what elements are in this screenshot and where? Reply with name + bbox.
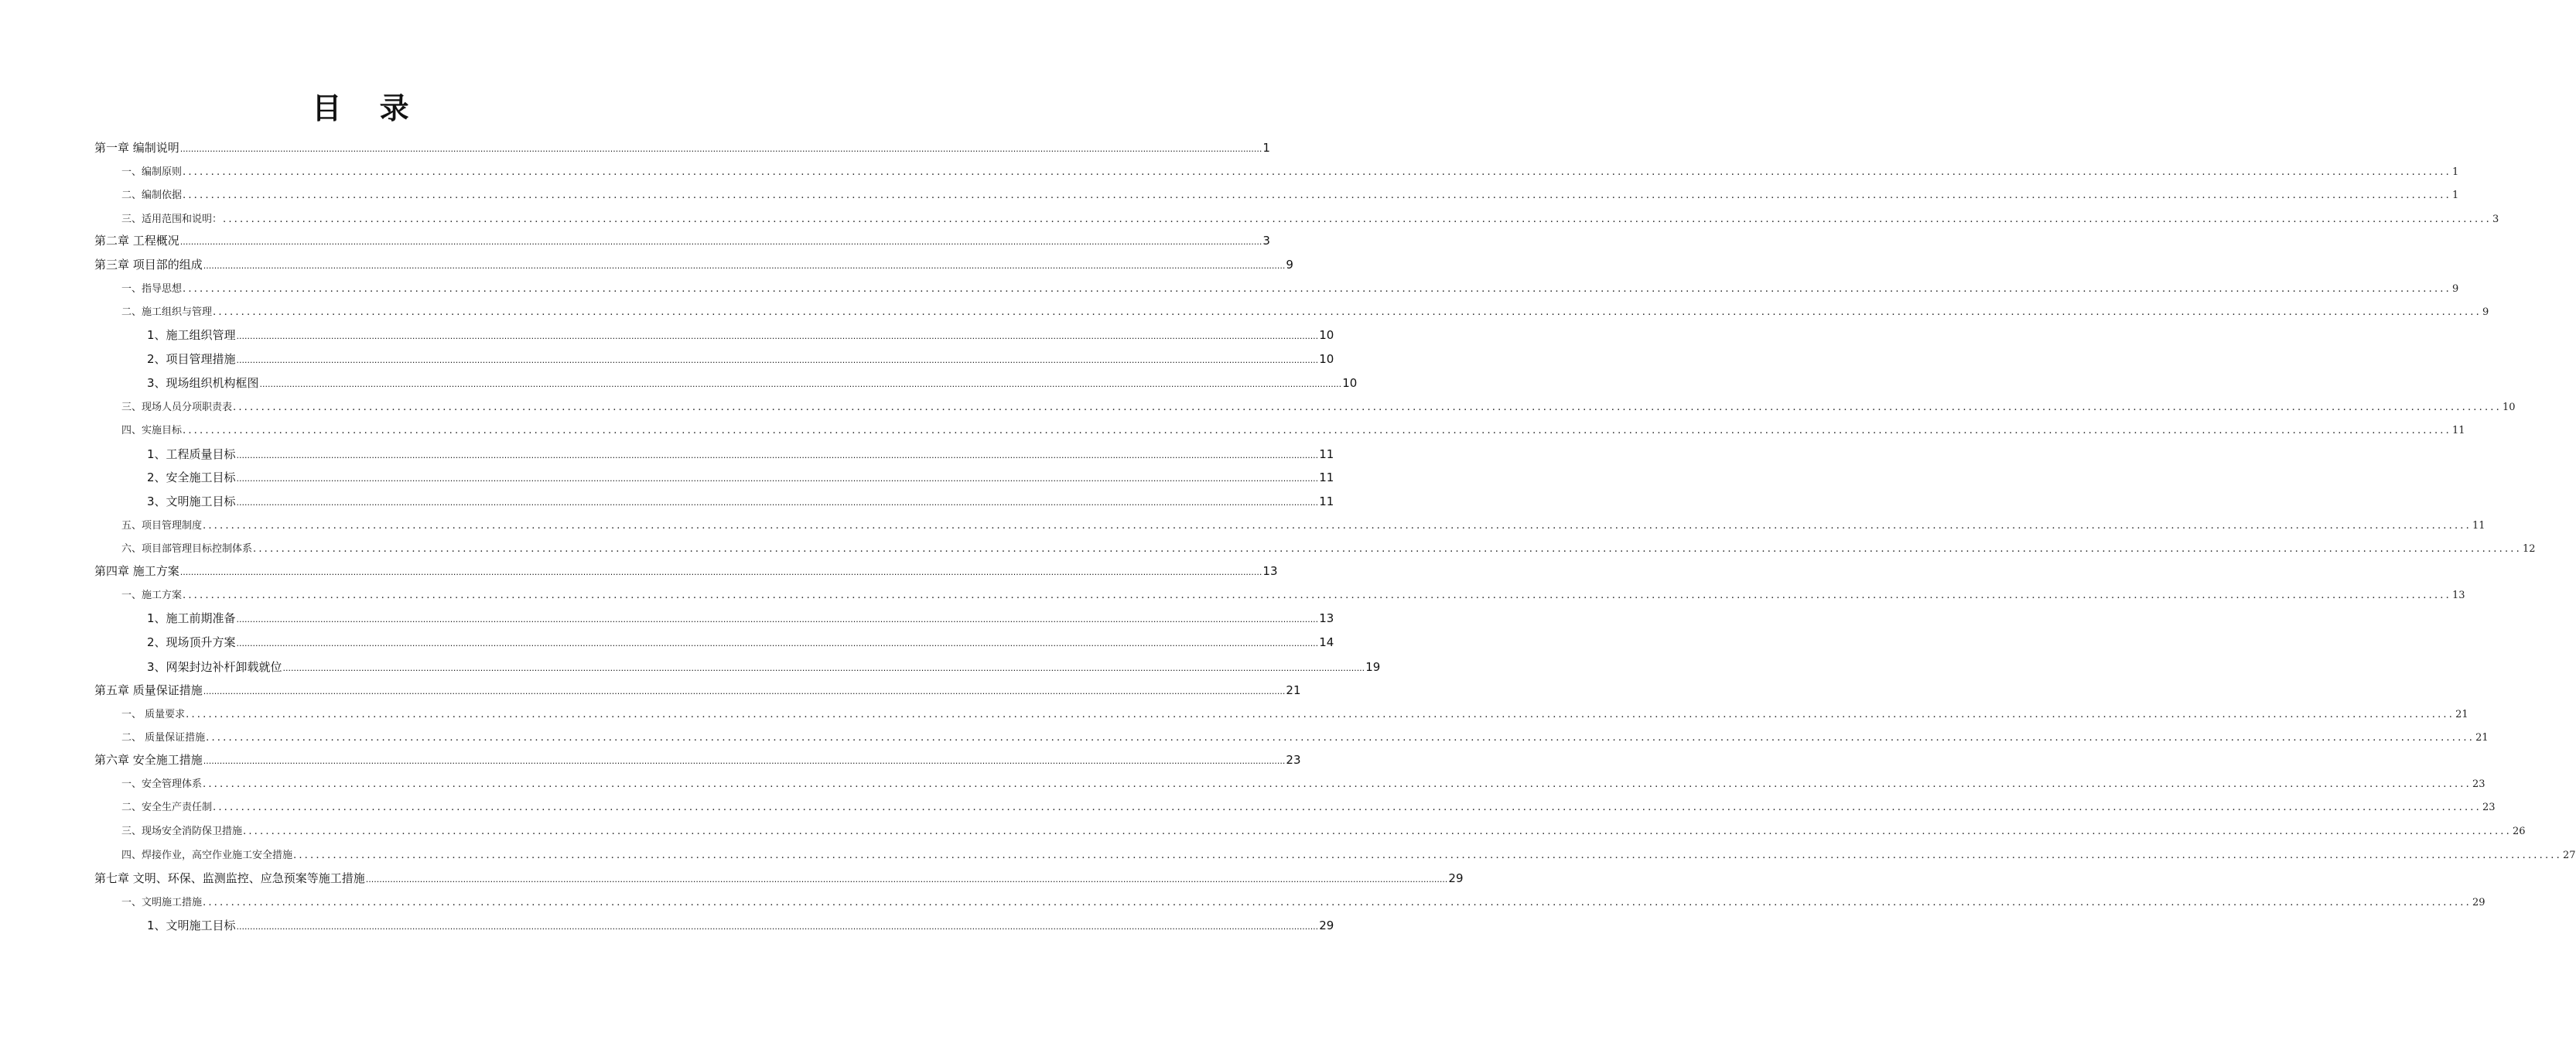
toc-entry-page-number: 27 xyxy=(2562,850,2576,861)
toc-entry[interactable] xyxy=(147,351,1334,369)
toc-entry[interactable] xyxy=(147,493,1334,511)
dot-leader: ................................................................................................................................................................................................................................................................................................................................................................................................................ xyxy=(259,379,1342,389)
toc-entry-label: 一、编制原则 xyxy=(121,166,183,178)
toc-entry-page-number: 29 xyxy=(2472,897,2485,908)
dot-leader: ................................................................................................................................................................................................................................................................................................................................................................................................................ xyxy=(203,686,1286,696)
toc-entry[interactable] xyxy=(94,751,1301,770)
toc-entry-label: 三、现场人员分项职责表 xyxy=(121,402,233,413)
toc-entry-page-number: 11 xyxy=(1319,470,1334,484)
dot-leader: ................................................................................................................................................................................................................................................................................................................................................................................................................ xyxy=(253,543,2522,555)
toc-entry-page-number: 14 xyxy=(1319,635,1334,649)
toc-entry[interactable] xyxy=(94,139,1270,158)
toc-entry-label: 六、项目部管理目标控制体系 xyxy=(121,543,253,555)
toc-entry-label: 3、现场组织机构框图 xyxy=(147,376,259,390)
toc-entry-page-number: 11 xyxy=(1319,447,1334,461)
toc-entry-page-number: 10 xyxy=(1319,352,1334,366)
dot-leader: ................................................................................................................................................................................................................................................................................................................................................................................................................ xyxy=(186,709,2455,720)
toc-entry-label: 二、施工组织与管理 xyxy=(121,306,213,318)
toc-entry[interactable] xyxy=(121,775,2485,794)
toc-entry[interactable] xyxy=(94,232,1270,251)
toc-entry[interactable] xyxy=(121,399,2516,417)
toc-entry-page-number: 23 xyxy=(2482,802,2496,813)
toc-entry-page-number: 10 xyxy=(1319,328,1334,342)
dot-leader: ................................................................................................................................................................................................................................................................................................................................................................................................................ xyxy=(203,897,2472,908)
toc-entry-label: 四、焊接作业，高空作业施工安全措施 xyxy=(121,850,293,861)
toc-entry[interactable] xyxy=(121,422,2465,440)
toc-entry-label: 1、施工组织管理 xyxy=(147,328,236,342)
toc-entry-page-number: 1 xyxy=(2451,190,2459,201)
toc-entry-label: 一、施工方案 xyxy=(121,590,183,601)
toc-entry[interactable] xyxy=(121,540,2536,559)
dot-leader: ................................................................................................................................................................................................................................................................................................................................................................................................................ xyxy=(179,567,1262,577)
toc-entry-page-number: 9 xyxy=(2482,306,2489,318)
dot-leader: ................................................................................................................................................................................................................................................................................................................................................................................................................ xyxy=(236,922,1319,932)
toc-entry-label: 第六章 安全施工措施 xyxy=(94,753,203,767)
toc-entry[interactable] xyxy=(147,327,1334,345)
toc-entry-page-number: 21 xyxy=(2455,709,2468,720)
dot-leader: ................................................................................................................................................................................................................................................................................................................................................................................................................ xyxy=(365,874,1448,884)
dot-leader: ................................................................................................................................................................................................................................................................................................................................................................................................................ xyxy=(223,214,2492,225)
toc-entry-page-number: 12 xyxy=(2522,543,2536,555)
toc-entry-page-number: 29 xyxy=(1319,919,1334,932)
toc-entry[interactable] xyxy=(94,682,1301,700)
toc-entry[interactable] xyxy=(147,446,1334,464)
toc-entry[interactable] xyxy=(121,587,2465,605)
toc-entry-page-number: 29 xyxy=(1448,871,1464,885)
dot-leader: ................................................................................................................................................................................................................................................................................................................................................................................................................ xyxy=(236,474,1319,484)
toc-entry-page-number: 9 xyxy=(1286,258,1293,272)
toc-entry[interactable] xyxy=(121,799,2496,817)
toc-entry-label: 一、文明施工措施 xyxy=(121,897,203,908)
page-title: 目 录 xyxy=(312,91,423,125)
toc-entry-label: 2、安全施工目标 xyxy=(147,470,236,484)
toc-entry[interactable] xyxy=(121,894,2485,912)
toc-entry-page-number: 23 xyxy=(1286,753,1301,767)
toc-entry-page-number: 3 xyxy=(1262,234,1270,248)
toc-entry-label: 二、 质量保证措施 xyxy=(121,732,206,744)
toc-entry-page-number: 21 xyxy=(2475,732,2489,744)
toc-entry[interactable] xyxy=(121,706,2468,724)
toc-entry-label: 第五章 质量保证措施 xyxy=(94,683,203,697)
toc-entry-page-number: 10 xyxy=(2502,402,2516,413)
toc-entry-page-number: 11 xyxy=(2472,520,2485,532)
toc-entry-label: 第三章 项目部的组成 xyxy=(94,258,203,272)
toc-entry-label: 二、安全生产责任制 xyxy=(121,802,213,813)
toc-entry-label: 第四章 施工方案 xyxy=(94,564,179,578)
dot-leader: ................................................................................................................................................................................................................................................................................................................................................................................................................ xyxy=(203,756,1286,766)
toc-entry-label: 三、现场安全消防保卫措施 xyxy=(121,826,243,837)
toc-entry[interactable] xyxy=(147,375,1358,393)
dot-leader: ................................................................................................................................................................................................................................................................................................................................................................................................................ xyxy=(236,450,1319,460)
toc-entry[interactable] xyxy=(121,280,2459,299)
toc-entry-page-number: 9 xyxy=(2451,283,2459,295)
dot-leader: ................................................................................................................................................................................................................................................................................................................................................................................................................ xyxy=(213,306,2482,318)
dot-leader: ................................................................................................................................................................................................................................................................................................................................................................................................................ xyxy=(183,590,2451,601)
toc-entry-page-number: 21 xyxy=(1286,683,1301,697)
dot-leader: ................................................................................................................................................................................................................................................................................................................................................................................................................ xyxy=(213,802,2482,813)
dot-leader: ................................................................................................................................................................................................................................................................................................................................................................................................................ xyxy=(236,614,1319,624)
toc-entry-page-number: 11 xyxy=(2451,425,2465,436)
dot-leader: ................................................................................................................................................................................................................................................................................................................................................................................................................ xyxy=(203,778,2472,790)
toc-entry-label: 2、现场顶升方案 xyxy=(147,635,236,649)
toc-entry-label: 二、编制依据 xyxy=(121,190,183,201)
toc-entry[interactable] xyxy=(94,256,1293,275)
toc-entry[interactable] xyxy=(147,634,1334,652)
toc-entry-page-number: 1 xyxy=(1262,141,1270,155)
dot-leader: ................................................................................................................................................................................................................................................................................................................................................................................................................ xyxy=(183,190,2451,201)
toc-entry-page-number: 10 xyxy=(1342,376,1358,390)
toc-entry-label: 第一章 编制说明 xyxy=(94,141,179,155)
dot-leader: ................................................................................................................................................................................................................................................................................................................................................................................................................ xyxy=(236,331,1319,341)
dot-leader: ................................................................................................................................................................................................................................................................................................................................................................................................................ xyxy=(236,498,1319,508)
toc-entry[interactable] xyxy=(94,563,1278,581)
toc-entry[interactable] xyxy=(147,610,1334,628)
dot-leader: ................................................................................................................................................................................................................................................................................................................................................................................................................ xyxy=(206,732,2475,744)
toc-entry[interactable] xyxy=(121,729,2489,748)
toc-entry[interactable] xyxy=(121,517,2485,535)
toc-entry[interactable] xyxy=(121,186,2459,205)
dot-leader: ................................................................................................................................................................................................................................................................................................................................................................................................................ xyxy=(203,261,1286,271)
dot-leader: ................................................................................................................................................................................................................................................................................................................................................................................................................ xyxy=(282,663,1365,673)
toc-entry[interactable] xyxy=(121,210,2499,229)
toc-entry-label: 第七章 文明、环保、监测监控、应急预案等施工措施 xyxy=(94,871,365,885)
toc-entry[interactable] xyxy=(121,847,2576,865)
toc-entry-page-number: 26 xyxy=(2512,826,2526,837)
dot-leader: ................................................................................................................................................................................................................................................................................................................................................................................................................ xyxy=(183,283,2451,295)
toc-entry-page-number: 13 xyxy=(1319,611,1334,625)
toc-entry-label: 1、工程质量目标 xyxy=(147,447,236,461)
dot-leader: ................................................................................................................................................................................................................................................................................................................................................................................................................ xyxy=(183,166,2451,178)
toc-entry-label: 一、 质量要求 xyxy=(121,709,186,720)
toc-entry-label: 三、适用范围和说明： xyxy=(121,214,223,225)
toc-entry-label: 3、网架封边补杆卸载就位 xyxy=(147,660,282,674)
dot-leader: ................................................................................................................................................................................................................................................................................................................................................................................................................ xyxy=(243,826,2512,837)
dot-leader: ................................................................................................................................................................................................................................................................................................................................................................................................................ xyxy=(236,638,1319,648)
toc-entry[interactable] xyxy=(147,659,1381,677)
toc-entry-page-number: 13 xyxy=(2451,590,2465,601)
dot-leader: ................................................................................................................................................................................................................................................................................................................................................................................................................ xyxy=(203,520,2472,532)
toc-entry[interactable] xyxy=(121,303,2489,322)
toc-entry-page-number: 3 xyxy=(2492,214,2499,225)
toc-entry-label: 一、指导思想 xyxy=(121,283,183,295)
toc-entry-label: 五、项目管理制度 xyxy=(121,520,203,532)
toc-entry-label: 3、文明施工目标 xyxy=(147,494,236,508)
dot-leader: ................................................................................................................................................................................................................................................................................................................................................................................................................ xyxy=(179,237,1262,247)
toc-entry-label: 一、安全管理体系 xyxy=(121,778,203,790)
toc-entry-label: 第二章 工程概况 xyxy=(94,234,179,248)
toc-entry[interactable] xyxy=(147,469,1334,488)
toc-entry-page-number: 1 xyxy=(2451,166,2459,178)
dot-leader: ................................................................................................................................................................................................................................................................................................................................................................................................................ xyxy=(183,425,2451,436)
toc-entry[interactable] xyxy=(121,823,2526,841)
toc-entry-label: 四、实施目标 xyxy=(121,425,183,436)
dot-leader: ................................................................................................................................................................................................................................................................................................................................................................................................................ xyxy=(179,144,1262,154)
toc-entry-label: 1、施工前期准备 xyxy=(147,611,236,625)
dot-leader: ................................................................................................................................................................................................................................................................................................................................................................................................................ xyxy=(293,850,2562,861)
toc-entry-page-number: 11 xyxy=(1319,494,1334,508)
toc-entry[interactable] xyxy=(147,917,1334,936)
toc-entry[interactable] xyxy=(121,163,2459,182)
dot-leader: ................................................................................................................................................................................................................................................................................................................................................................................................................ xyxy=(233,402,2502,413)
toc-entry-label: 2、项目管理措施 xyxy=(147,352,236,366)
toc-entry-label: 1、文明施工目标 xyxy=(147,919,236,932)
toc-entry[interactable] xyxy=(94,870,1464,888)
dot-leader: ................................................................................................................................................................................................................................................................................................................................................................................................................ xyxy=(236,355,1319,365)
toc-entry-page-number: 13 xyxy=(1262,564,1278,578)
toc-entry-page-number: 23 xyxy=(2472,778,2485,790)
toc-entry-page-number: 19 xyxy=(1365,660,1381,674)
